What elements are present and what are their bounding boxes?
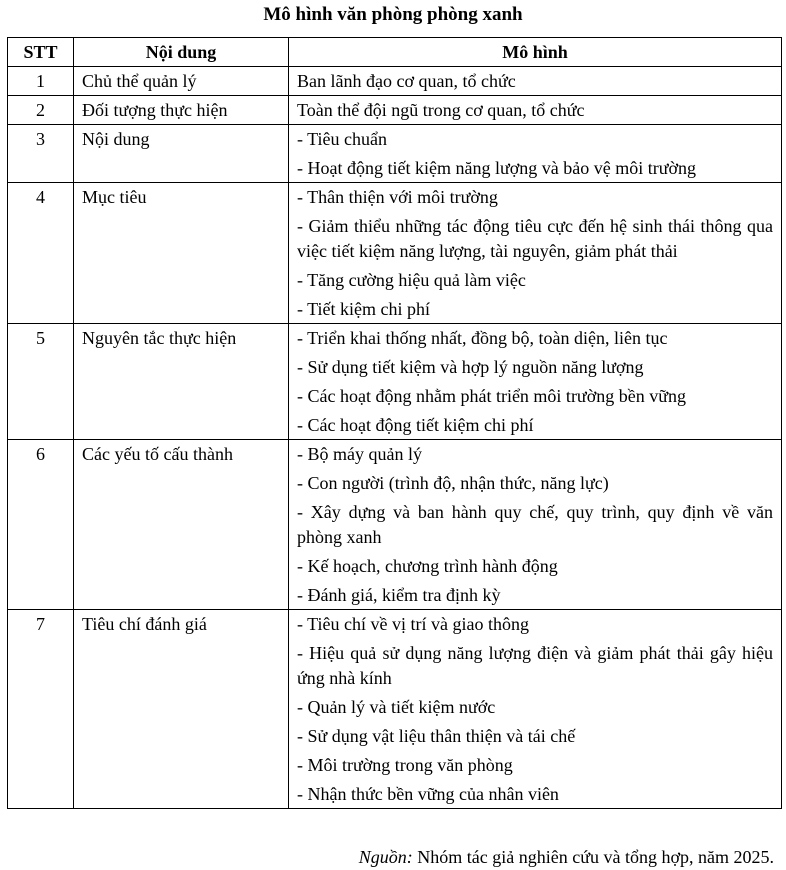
source-label: Nguồn: <box>358 847 413 867</box>
source-note <box>359 845 774 869</box>
model-item: - Giảm thiểu những tác động tiêu cực đến hệ sinh thái thông qua việc tiết kiệm năng lượng, tài nguyên, giảm phát thải <box>297 216 773 261</box>
row-stt: 7 <box>8 610 74 809</box>
model-item: - Con người (trình độ, nhận thức, năng lực) <box>297 473 609 493</box>
row-stt: 3 <box>8 125 74 183</box>
row-model <box>289 67 782 96</box>
row-content: Đối tượng thực hiện <box>74 96 289 125</box>
model-item: - Tiêu chí về vị trí và giao thông <box>297 614 529 634</box>
model-item: Toàn thể đội ngũ trong cơ quan, tổ chức <box>297 100 585 120</box>
row-stt: 4 <box>8 183 74 324</box>
row-stt: 6 <box>8 440 74 610</box>
model-item: Ban lãnh đạo cơ quan, tổ chức <box>297 71 516 91</box>
model-item: - Nhận thức bền vững của nhân viên <box>297 784 559 804</box>
model-item: - Hiệu quả sử dụng năng lượng điện và giảm phát thải gây hiệu ứng nhà kính <box>297 643 773 688</box>
row-model <box>289 96 782 125</box>
table-row <box>8 96 782 125</box>
model-item: - Đánh giá, kiểm tra định kỳ <box>297 585 501 605</box>
table-row <box>8 125 782 183</box>
row-content: Nội dung <box>74 125 289 183</box>
row-stt: 2 <box>8 96 74 125</box>
header-stt: STT <box>8 38 74 67</box>
row-model <box>289 610 782 809</box>
header-model: Mô hình <box>289 38 782 67</box>
source-text: Nhóm tác giả nghiên cứu và tổng hợp, năm 2025. <box>412 847 774 867</box>
row-content: Mục tiêu <box>74 183 289 324</box>
row-stt: 1 <box>8 67 74 96</box>
row-content: Các yếu tố cấu thành <box>74 440 289 610</box>
model-item: - Tiêu chuẩn <box>297 129 387 149</box>
model-item: - Xây dựng và ban hành quy chế, quy trình, quy định về văn phòng xanh <box>297 502 773 547</box>
model-item: - Kế hoạch, chương trình hành động <box>297 556 558 576</box>
table-body <box>8 67 782 809</box>
row-model <box>289 125 782 183</box>
row-model <box>289 324 782 440</box>
table-row <box>8 324 782 440</box>
model-item: - Môi trường trong văn phòng <box>297 755 513 775</box>
model-item: - Các hoạt động tiết kiệm chi phí <box>297 415 534 435</box>
model-item: - Tăng cường hiệu quả làm việc <box>297 270 526 290</box>
model-item: - Quản lý và tiết kiệm nước <box>297 697 496 717</box>
model-item: - Triển khai thống nhất, đồng bộ, toàn diện, liên tục <box>297 328 668 348</box>
row-stt: 5 <box>8 324 74 440</box>
table-row <box>8 183 782 324</box>
model-item: - Tiết kiệm chi phí <box>297 299 431 319</box>
header-content: Nội dung <box>74 38 289 67</box>
model-item: - Bộ máy quản lý <box>297 444 422 464</box>
row-model <box>289 183 782 324</box>
table-row <box>8 610 782 809</box>
model-item: - Thân thiện với môi trường <box>297 187 498 207</box>
table-title: Mô hình văn phòng phòng xanh <box>263 4 523 25</box>
green-office-model-table <box>7 37 782 809</box>
row-content: Chủ thể quản lý <box>74 67 289 96</box>
model-item: - Hoạt động tiết kiệm năng lượng và bảo vệ môi trường <box>297 158 696 178</box>
row-content: Tiêu chí đánh giá <box>74 610 289 809</box>
table-row <box>8 67 782 96</box>
table-row <box>8 440 782 610</box>
model-item: - Các hoạt động nhằm phát triển môi trường bền vững <box>297 386 686 406</box>
row-model <box>289 440 782 610</box>
model-item: - Sử dụng tiết kiệm và hợp lý nguồn năng lượng <box>297 357 644 377</box>
row-content: Nguyên tắc thực hiện <box>74 324 289 440</box>
model-item: - Sử dụng vật liệu thân thiện và tái chế <box>297 726 576 746</box>
table-header-row <box>8 38 782 67</box>
